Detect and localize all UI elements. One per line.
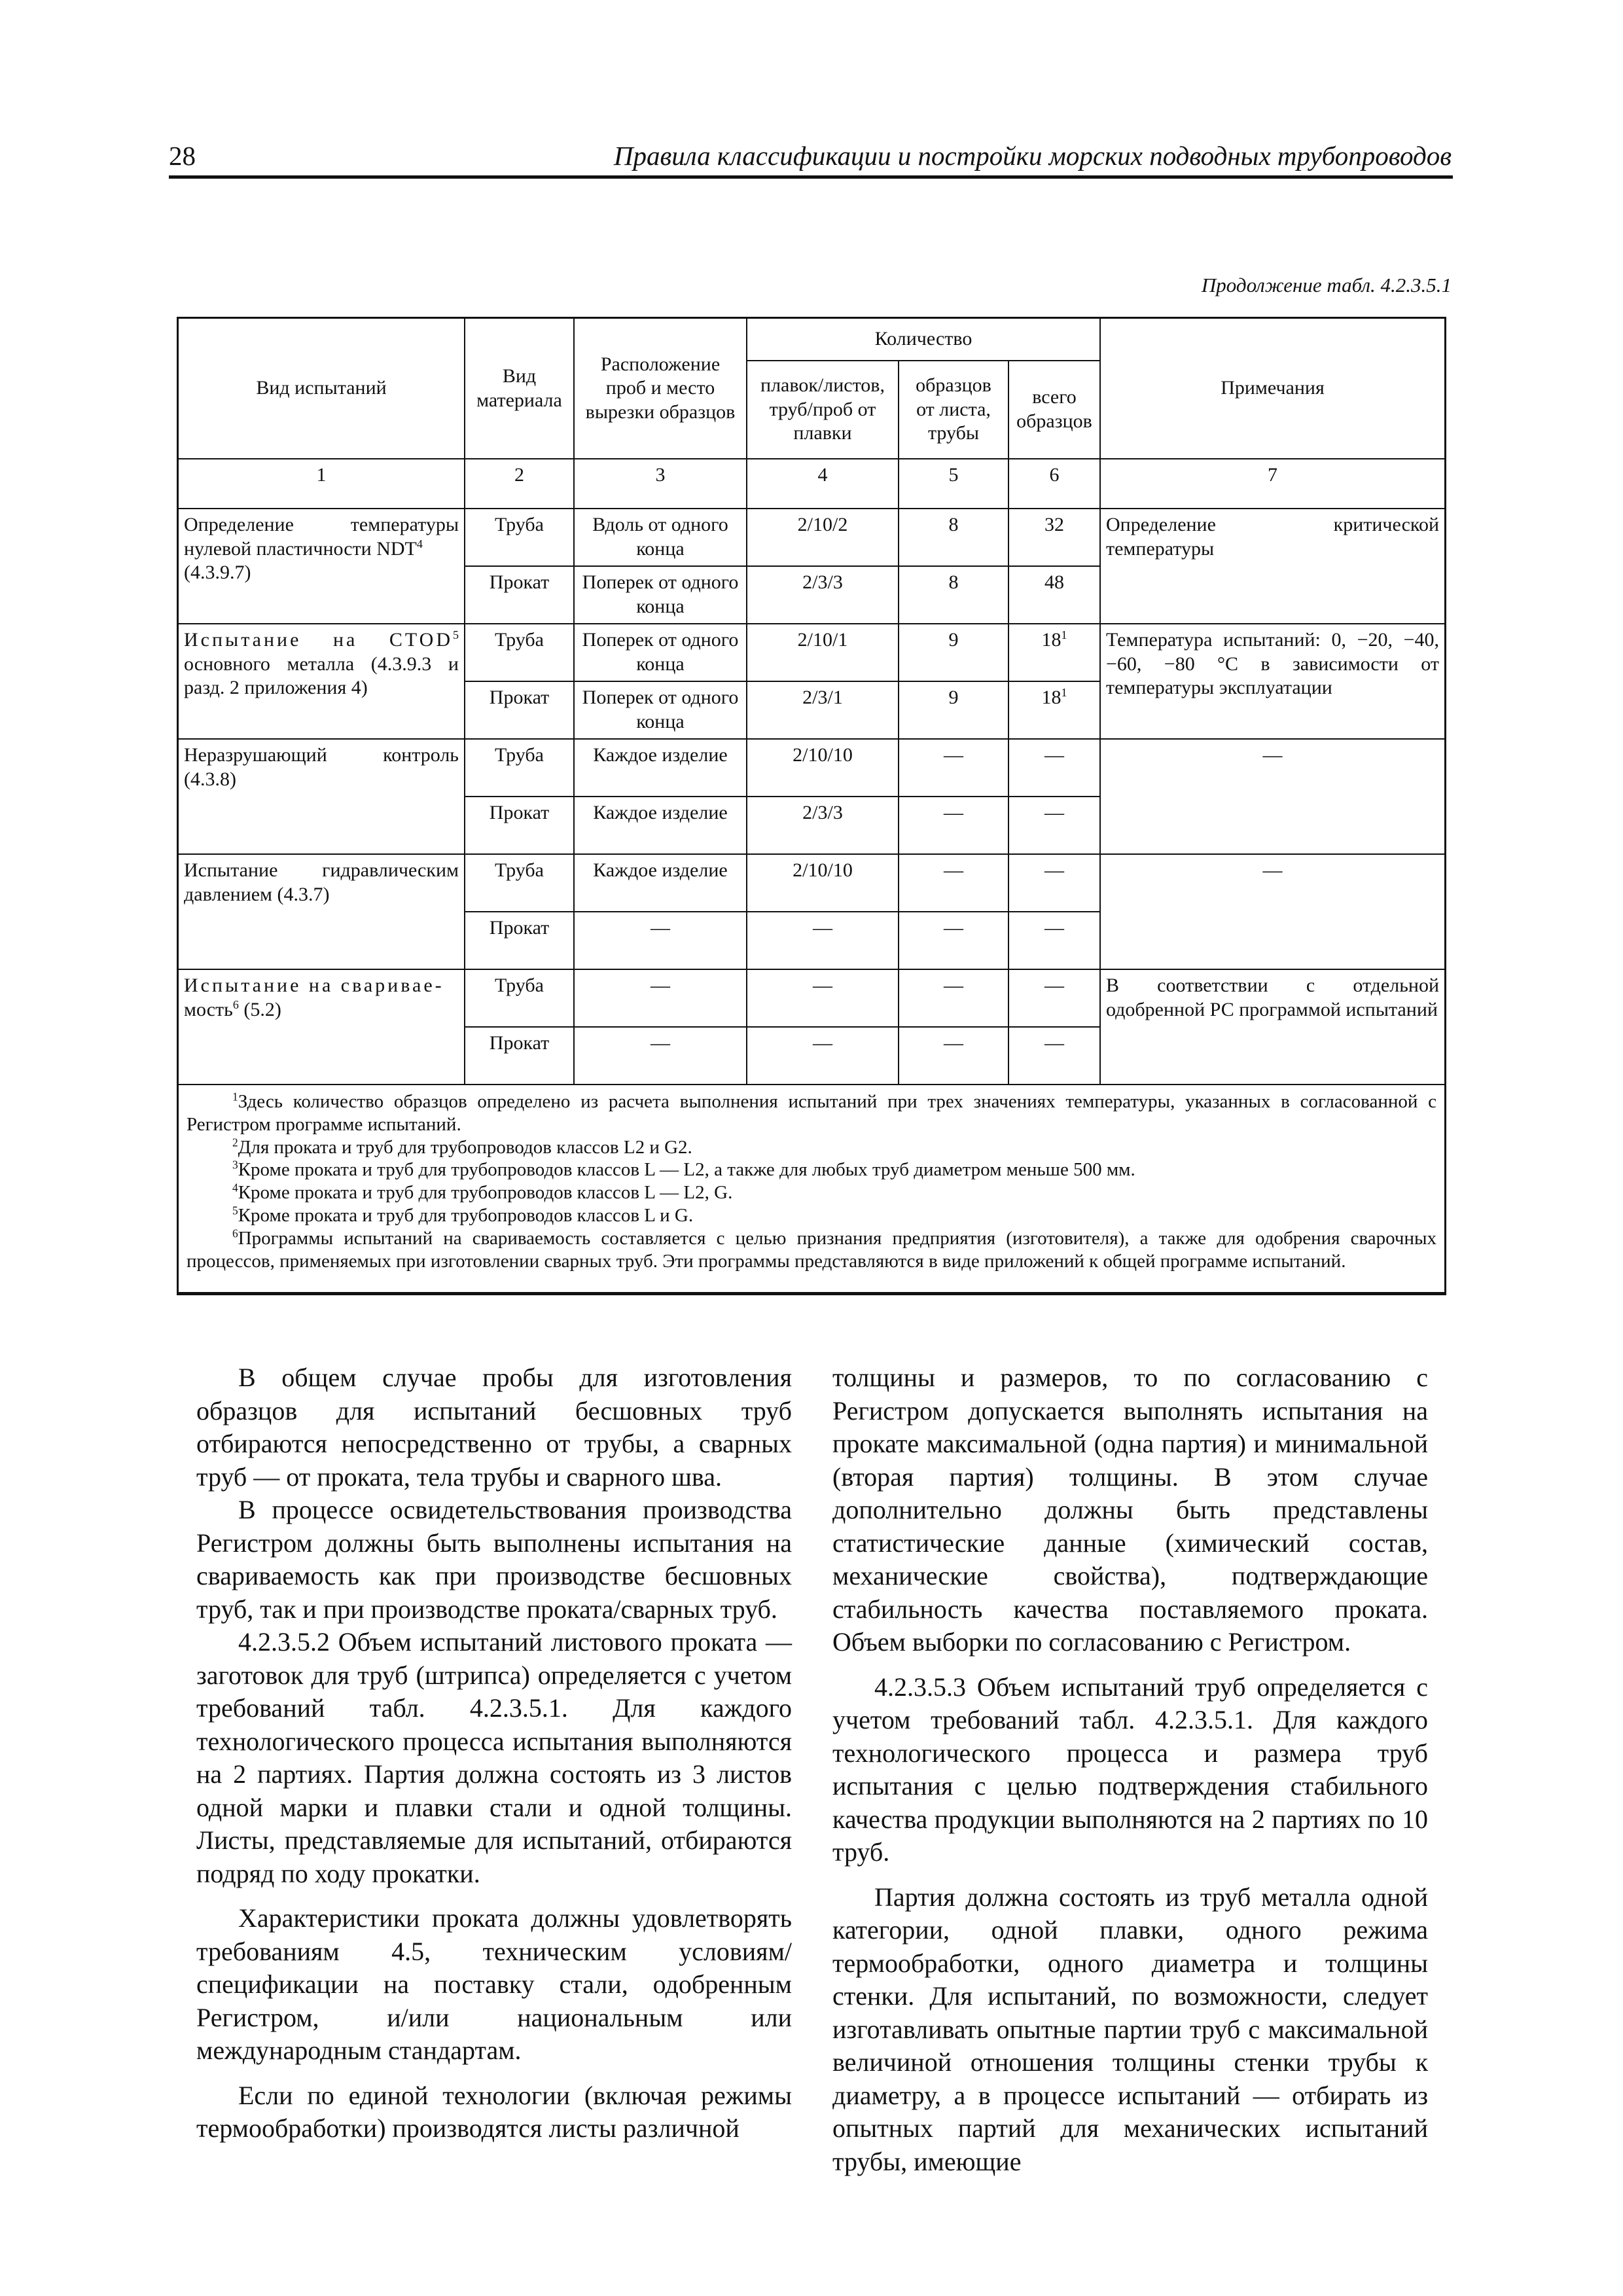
total-cell: — [1008, 854, 1100, 912]
page-header [169, 140, 1452, 181]
location-cell: Каждое изделие [574, 739, 747, 797]
test-type-cell: Испытание на CTOD$^5$ основного металла (4.3.9.3 и разд. 2 приложения 4) [179, 624, 465, 739]
column-number: 4 [747, 459, 899, 509]
column-number: 5 [899, 459, 1008, 509]
notes-cell: В соответствии с отдельной одобренной РС программой испытаний [1100, 969, 1444, 1085]
column-number: 2 [465, 459, 574, 509]
material-cell: Прокат [465, 566, 574, 624]
body-column-left [196, 1361, 792, 2145]
footnote: $^4$Кроме проката и труб для трубопроводов классов L — L2, G. [232, 1181, 733, 1204]
total-cell: — [1008, 739, 1100, 797]
total-cell: — [1008, 1027, 1100, 1085]
paragraph: 4.2.3.5.3 Объем испытаний труб определяется с учетом требований табл. 4.2.3.5.1. Для каждого технологического процесса и размера труб испытания с целью подтверждения стабильного качества продукции выполняются на 2 партиях по 10 труб. [832, 1672, 1428, 1867]
footnote: $^6$Программы испытаний на свариваемость составляется с целью признания предприятия (изготовителя), а также для одобрения сварочных процессов, применяемых при изготовлении сварных труб. Эти программы представляются в виде приложений к общей программе испытаний. [187, 1227, 1436, 1272]
footnote: $^1$Здесь количество образцов определено из расчета выполнения испытаний при трех значениях температуры, указанных в согласованной с Регистром программе испытаний. [187, 1090, 1436, 1135]
test-type-cell: Испытание гидравлическим давлением (4.3.7) [179, 854, 465, 969]
paragraph: Если по единой технологии (включая режимы термообработки) производятся листы различной [196, 2080, 792, 2143]
total-cell: — [1008, 969, 1100, 1027]
per-heat-cell: — [747, 969, 899, 1027]
material-cell: Прокат [465, 797, 574, 854]
total-cell: — [1008, 797, 1100, 854]
per-sheet-cell: — [899, 969, 1008, 1027]
paragraph: В общем случае пробы для изготовления образцов для испытаний бесшовных труб отбираются непосредственно от трубы, а сварных труб — от проката, тела трубы и сварного шва. [196, 1363, 792, 1492]
location-cell: Поперек от одного конца [574, 681, 747, 739]
footnote: $^5$Кроме проката и труб для трубопроводов классов L и G. [232, 1204, 694, 1226]
per-heat-cell: 2/3/1 [747, 681, 899, 739]
footnote: $^3$Кроме проката и труб для трубопроводов классов L — L2, а также для любых труб диаметром меньше 500 мм. [232, 1158, 1135, 1181]
table-row [179, 624, 1444, 681]
location-cell: Поперек от одного конца [574, 566, 747, 624]
notes-cell: Температура испытаний: 0, −20, −40, −60, −80 °С в зависимости от температуры эксплуатации [1100, 624, 1444, 739]
footnotes-row [179, 1085, 1444, 1293]
per-heat-cell: 2/10/2 [747, 509, 899, 566]
material-cell: Прокат [465, 681, 574, 739]
column-number: 6 [1008, 459, 1100, 509]
table-row [179, 969, 1444, 1027]
material-cell: Прокат [465, 1027, 574, 1085]
column-number: 7 [1100, 459, 1444, 509]
table-row [179, 739, 1444, 797]
header-material: Вид материала [465, 319, 574, 459]
tests-table [179, 319, 1444, 1293]
location-cell: Каждое изделие [574, 854, 747, 912]
location-cell: — [574, 912, 747, 969]
per-sheet-cell: 8 [899, 509, 1008, 566]
per-sheet-cell: 8 [899, 566, 1008, 624]
per-sheet-cell: — [899, 1027, 1008, 1085]
material-cell: Труба [465, 509, 574, 566]
location-cell: Каждое изделие [574, 797, 747, 854]
per-sheet-cell: 9 [899, 681, 1008, 739]
total-cell: $18^1$ [1008, 624, 1100, 681]
paragraph: толщины и размеров, то по согласованию с Регистром допускается выполнять испытания на прокате максимальной (одна партия) и минимальной (вторая партия) толщины. В этом случае дополнительно должны быть представлены статистические данные (химический состав, механические свойства), подтверждающие стабильность качества поставляемого проката. Объем выборки по согласованию с Регистром. [832, 1363, 1428, 1657]
header-per-sheet: образцов от листа, трубы [899, 361, 1008, 459]
per-heat-cell: 2/10/10 [747, 854, 899, 912]
material-cell: Прокат [465, 912, 574, 969]
footnote: $^2$Для проката и труб для трубопроводов классов L2 и G2. [232, 1135, 692, 1158]
test-volume-table [177, 317, 1446, 1295]
column-number-row [179, 459, 1444, 509]
header-quantity: Количество [747, 319, 1100, 361]
table-continuation-label: Продолжение табл. 4.2.3.5.1 [1201, 274, 1452, 296]
material-cell: Труба [465, 969, 574, 1027]
per-heat-cell: — [747, 912, 899, 969]
paragraph: 4.2.3.5.2 Объем испытаний листового проката — заготовок для труб (штрипса) определяется с учетом требований табл. 4.2.3.5.1. Для каждого технологического процесса испытания выполняются на 2 партиях. Партия должна состоять из 3 листов одной марки и плавки стали и одной толщины. Листы, представляемые для испытаний, отбираются подряд по ходу прокатки. [196, 1627, 792, 1888]
paragraph: Партия должна состоять из труб металла одной категории, одной плавки, одного режима термообработки, одного диаметра и толщины стенки. Для испытаний, по возможности, следует изготавливать опытные партии труб с максимальной величиной отношения толщины стенки трубы к диаметру, а в процессе испытаний — отбирать из опытных партий для механических испытаний трубы, имеющие [832, 1882, 1428, 2176]
location-cell: Поперек от одного конца [574, 624, 747, 681]
notes-cell: Определение критической температуры [1100, 509, 1444, 624]
test-type-cell: Неразрушающий контроль (4.3.8) [179, 739, 465, 854]
test-type-cell: Определение температуры нулевой пластичности NDT$^4$ (4.3.9.7) [179, 509, 465, 624]
running-title: Правила классификации и постройки морских подводных трубопроводов [613, 141, 1452, 171]
total-cell: 32 [1008, 509, 1100, 566]
total-cell: 48 [1008, 566, 1100, 624]
material-cell: Труба [465, 624, 574, 681]
column-number: 1 [179, 459, 465, 509]
notes-cell: — [1100, 739, 1444, 854]
location-cell: — [574, 1027, 747, 1085]
page-number: 28 [169, 141, 196, 171]
total-cell: $18^1$ [1008, 681, 1100, 739]
per-sheet-cell: 9 [899, 624, 1008, 681]
paragraph: Характеристики проката должны удовлетворять требованиям 4.5, техническим условиям/спецификации на поставку стали, одобренным Регистром, и/или национальным или международным стандартам. [196, 1903, 792, 2065]
table-row [179, 509, 1444, 566]
per-heat-cell: — [747, 1027, 899, 1085]
per-sheet-cell: — [899, 912, 1008, 969]
column-number: 3 [574, 459, 747, 509]
material-cell: Труба [465, 739, 574, 797]
location-cell: — [574, 969, 747, 1027]
table-row [179, 854, 1444, 912]
header-test-type: Вид испытаний [179, 319, 465, 459]
paragraph: В процессе освидетельствования производства Регистром должны быть выполнены испытания на свариваемость как при производстве бесшовных труб, так и при производстве проката/сварных труб. [196, 1495, 792, 1624]
per-sheet-cell: — [899, 797, 1008, 854]
table-footnotes [179, 1085, 1444, 1293]
per-sheet-cell: — [899, 739, 1008, 797]
test-type-cell: Испытание на сваривае- мость$^6$ (5.2) [179, 969, 465, 1085]
per-heat-cell: 2/10/1 [747, 624, 899, 681]
per-sheet-cell: — [899, 854, 1008, 912]
total-cell: — [1008, 912, 1100, 969]
notes-cell: — [1100, 854, 1444, 969]
per-heat-cell: 2/3/3 [747, 566, 899, 624]
header-per-heat: плавок/листов, труб/проб от плавки [747, 361, 899, 459]
material-cell: Труба [465, 854, 574, 912]
body-column-right [832, 1361, 1428, 2178]
header-total: всего образцов [1008, 361, 1100, 459]
per-heat-cell: 2/3/3 [747, 797, 899, 854]
header-rule [169, 175, 1453, 179]
header-location: Расположение проб и место вырезки образцов [574, 319, 747, 459]
per-heat-cell: 2/10/10 [747, 739, 899, 797]
header-notes: Примечания [1100, 319, 1444, 459]
location-cell: Вдоль от одного конца [574, 509, 747, 566]
